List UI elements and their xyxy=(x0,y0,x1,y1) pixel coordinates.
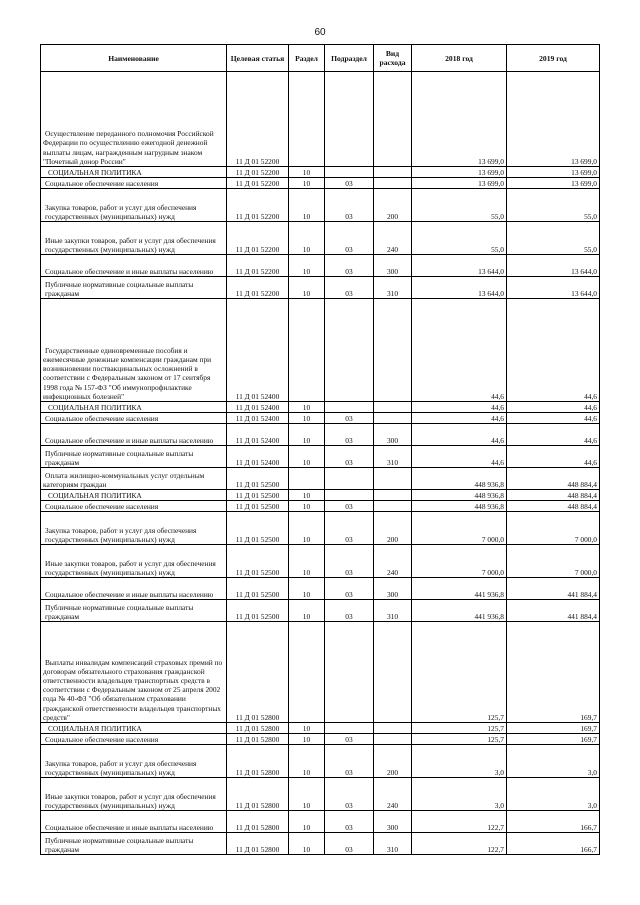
cell-code: 11 Д 01 52200 xyxy=(227,167,289,178)
cell-2019: 166,7 xyxy=(507,811,600,833)
cell-2019: 7 000,0 xyxy=(507,512,600,545)
cell-subsection: 03 xyxy=(325,255,374,277)
cell-subsection: 03 xyxy=(325,222,374,255)
table-row xyxy=(41,600,600,622)
cell-2019: 44,6 xyxy=(507,299,600,402)
cell-subsection: 03 xyxy=(325,833,374,855)
cell-code: 11 Д 01 52500 xyxy=(227,578,289,600)
cell-section: 10 xyxy=(289,167,325,178)
cell-2019: 448 884,4 xyxy=(507,468,600,490)
table-header xyxy=(41,45,600,72)
cell-name: Социальное обеспечение и иные выплаты населению xyxy=(41,811,227,833)
cell-code: 11 Д 01 52500 xyxy=(227,468,289,490)
cell-section: 10 xyxy=(289,723,325,734)
cell-code: 11 Д 01 52500 xyxy=(227,600,289,622)
cell-name: Социальное обеспечение населения xyxy=(41,413,227,424)
cell-expense-type xyxy=(374,490,412,501)
cell-name: Публичные нормативные социальные выплаты гражданам xyxy=(41,277,227,299)
cell-name: Социальное обеспечение населения xyxy=(41,178,227,189)
table-row xyxy=(41,299,600,402)
table-row xyxy=(41,189,600,222)
table-row xyxy=(41,745,600,778)
cell-2018: 13 699,0 xyxy=(412,72,507,167)
cell-subsection: 03 xyxy=(325,811,374,833)
cell-expense-type xyxy=(374,734,412,745)
cell-2019: 55,0 xyxy=(507,222,600,255)
cell-code: 11 Д 01 52200 xyxy=(227,255,289,277)
table-row xyxy=(41,178,600,189)
table-row xyxy=(41,413,600,424)
cell-subsection: 03 xyxy=(325,178,374,189)
cell-section: 10 xyxy=(289,512,325,545)
cell-expense-type xyxy=(374,72,412,167)
cell-2019: 13 644,0 xyxy=(507,277,600,299)
cell-2019: 44,6 xyxy=(507,413,600,424)
cell-section: 10 xyxy=(289,490,325,501)
cell-2018: 3,0 xyxy=(412,745,507,778)
cell-2019: 13 699,0 xyxy=(507,178,600,189)
cell-name: СОЦИАЛЬНАЯ ПОЛИТИКА xyxy=(41,723,227,734)
table-body xyxy=(41,72,600,855)
cell-2019: 7 000,0 xyxy=(507,545,600,578)
cell-subsection xyxy=(325,299,374,402)
header-2018: 2018 год xyxy=(412,45,507,72)
cell-expense-type: 240 xyxy=(374,778,412,811)
cell-subsection: 03 xyxy=(325,501,374,512)
cell-2018: 3,0 xyxy=(412,778,507,811)
cell-expense-type: 200 xyxy=(374,512,412,545)
cell-section: 10 xyxy=(289,545,325,578)
cell-2019: 44,6 xyxy=(507,424,600,446)
cell-2019: 44,6 xyxy=(507,446,600,468)
cell-code: 11 Д 01 52800 xyxy=(227,811,289,833)
cell-2019: 169,7 xyxy=(507,622,600,723)
cell-code: 11 Д 01 52400 xyxy=(227,424,289,446)
cell-expense-type: 310 xyxy=(374,600,412,622)
cell-section xyxy=(289,72,325,167)
cell-section xyxy=(289,299,325,402)
table-row xyxy=(41,734,600,745)
cell-expense-type xyxy=(374,402,412,413)
cell-section: 10 xyxy=(289,734,325,745)
header-name: Наименование xyxy=(41,45,227,72)
cell-code: 11 Д 01 52500 xyxy=(227,545,289,578)
cell-subsection: 03 xyxy=(325,545,374,578)
cell-section xyxy=(289,468,325,490)
cell-2019: 13 699,0 xyxy=(507,72,600,167)
cell-subsection: 03 xyxy=(325,424,374,446)
cell-expense-type: 300 xyxy=(374,578,412,600)
table-row xyxy=(41,578,600,600)
cell-name: Социальное обеспечение и иные выплаты населению xyxy=(41,424,227,446)
cell-2019: 3,0 xyxy=(507,778,600,811)
cell-subsection xyxy=(325,72,374,167)
cell-2019: 166,7 xyxy=(507,833,600,855)
cell-name: Осуществление переданного полномочия Российской Федерации по осуществлению ежегодной денежной выплаты лицам, награжденным нагрудным знаком "Почетный донор России" xyxy=(41,72,227,167)
cell-name: Социальное обеспечение населения xyxy=(41,734,227,745)
cell-2018: 441 936,8 xyxy=(412,600,507,622)
cell-2018: 44,6 xyxy=(412,299,507,402)
cell-subsection: 03 xyxy=(325,778,374,811)
cell-expense-type: 310 xyxy=(374,446,412,468)
table-row xyxy=(41,402,600,413)
cell-expense-type: 240 xyxy=(374,222,412,255)
cell-2018: 441 936,8 xyxy=(412,578,507,600)
cell-expense-type: 310 xyxy=(374,277,412,299)
cell-2018: 44,6 xyxy=(412,446,507,468)
cell-name: СОЦИАЛЬНАЯ ПОЛИТИКА xyxy=(41,167,227,178)
table-row xyxy=(41,512,600,545)
table-row xyxy=(41,468,600,490)
cell-2018: 125,7 xyxy=(412,723,507,734)
cell-2019: 3,0 xyxy=(507,745,600,778)
cell-code: 11 Д 01 52800 xyxy=(227,723,289,734)
cell-section: 10 xyxy=(289,811,325,833)
cell-2018: 13 699,0 xyxy=(412,178,507,189)
cell-section: 10 xyxy=(289,578,325,600)
cell-expense-type xyxy=(374,723,412,734)
cell-section: 10 xyxy=(289,600,325,622)
header-code: Целевая статья xyxy=(227,45,289,72)
table-row xyxy=(41,424,600,446)
cell-expense-type: 300 xyxy=(374,811,412,833)
cell-expense-type xyxy=(374,413,412,424)
cell-2018: 448 936,8 xyxy=(412,501,507,512)
cell-2018: 13 699,0 xyxy=(412,167,507,178)
cell-expense-type xyxy=(374,299,412,402)
header-expense-type: Вид расхода xyxy=(374,45,412,72)
cell-2019: 448 884,4 xyxy=(507,501,600,512)
cell-name: Публичные нормативные социальные выплаты гражданам xyxy=(41,446,227,468)
cell-2019: 13 699,0 xyxy=(507,167,600,178)
cell-subsection: 03 xyxy=(325,446,374,468)
cell-name: Социальное обеспечение населения xyxy=(41,501,227,512)
table-row xyxy=(41,446,600,468)
cell-2019: 448 884,4 xyxy=(507,490,600,501)
cell-expense-type: 310 xyxy=(374,833,412,855)
cell-code: 11 Д 01 52800 xyxy=(227,734,289,745)
cell-2018: 125,7 xyxy=(412,734,507,745)
cell-2018: 13 644,0 xyxy=(412,277,507,299)
cell-section: 10 xyxy=(289,833,325,855)
cell-subsection: 03 xyxy=(325,512,374,545)
cell-2018: 7 000,0 xyxy=(412,512,507,545)
cell-section: 10 xyxy=(289,424,325,446)
cell-section: 10 xyxy=(289,446,325,468)
cell-code: 11 Д 01 52200 xyxy=(227,72,289,167)
cell-name: СОЦИАЛЬНАЯ ПОЛИТИКА xyxy=(41,402,227,413)
cell-section: 10 xyxy=(289,222,325,255)
cell-section: 10 xyxy=(289,277,325,299)
cell-code: 11 Д 01 52400 xyxy=(227,446,289,468)
table-row xyxy=(41,778,600,811)
cell-subsection xyxy=(325,723,374,734)
cell-name: СОЦИАЛЬНАЯ ПОЛИТИКА xyxy=(41,490,227,501)
cell-code: 11 Д 01 52400 xyxy=(227,413,289,424)
cell-code: 11 Д 01 52800 xyxy=(227,622,289,723)
cell-2019: 169,7 xyxy=(507,723,600,734)
cell-name: Публичные нормативные социальные выплаты гражданам xyxy=(41,833,227,855)
cell-2018: 44,6 xyxy=(412,402,507,413)
cell-subsection: 03 xyxy=(325,578,374,600)
table-row xyxy=(41,255,600,277)
cell-subsection xyxy=(325,167,374,178)
cell-subsection xyxy=(325,468,374,490)
cell-subsection: 03 xyxy=(325,600,374,622)
cell-expense-type xyxy=(374,178,412,189)
cell-2019: 44,6 xyxy=(507,402,600,413)
cell-name: Социальное обеспечение и иные выплаты населению xyxy=(41,578,227,600)
cell-2019: 55,0 xyxy=(507,189,600,222)
cell-2018: 122,7 xyxy=(412,811,507,833)
cell-subsection: 03 xyxy=(325,734,374,745)
cell-expense-type xyxy=(374,468,412,490)
cell-name: Социальное обеспечение и иные выплаты населению xyxy=(41,255,227,277)
cell-code: 11 Д 01 52500 xyxy=(227,501,289,512)
cell-name: Выплаты инвалидам компенсаций страховых премий по договорам обязательного страхования гражданской ответственности владельцев транспортных средств в соответствии с Федеральным законом от 25 апреля 2002 года № 40-ФЗ "Об обязательном страховании гражданской ответственности владельцев транспортных средств" xyxy=(41,622,227,723)
cell-subsection: 03 xyxy=(325,413,374,424)
cell-expense-type: 200 xyxy=(374,189,412,222)
table-row xyxy=(41,222,600,255)
cell-code: 11 Д 01 52500 xyxy=(227,512,289,545)
cell-name: Закупка товаров, работ и услуг для обеспечения государственных (муниципальных) нужд xyxy=(41,512,227,545)
cell-section: 10 xyxy=(289,189,325,222)
cell-name: Публичные нормативные социальные выплаты гражданам xyxy=(41,600,227,622)
cell-2018: 55,0 xyxy=(412,222,507,255)
cell-code: 11 Д 01 52800 xyxy=(227,778,289,811)
cell-2018: 44,6 xyxy=(412,424,507,446)
cell-section xyxy=(289,622,325,723)
cell-code: 11 Д 01 52200 xyxy=(227,222,289,255)
page-number: 60 xyxy=(314,27,326,38)
table-row xyxy=(41,622,600,723)
header-section: Раздел xyxy=(289,45,325,72)
cell-2018: 448 936,8 xyxy=(412,468,507,490)
cell-name: Государственные единовременные пособия и ежемесячные денежные компенсации гражданам при возникновении поствакцинальных осложнений в соответствии с Федеральным законом от 17 сентября 1998 года № 157-ФЗ "Об иммунопрофилактике инфекционных болезней" xyxy=(41,299,227,402)
cell-expense-type xyxy=(374,501,412,512)
cell-2018: 448 936,8 xyxy=(412,490,507,501)
cell-name: Иные закупки товаров, работ и услуг для обеспечения государственных (муниципальных) нужд xyxy=(41,222,227,255)
cell-name: Иные закупки товаров, работ и услуг для обеспечения государственных (муниципальных) нужд xyxy=(41,545,227,578)
cell-name: Закупка товаров, работ и услуг для обеспечения государственных (муниципальных) нужд xyxy=(41,745,227,778)
cell-expense-type: 240 xyxy=(374,545,412,578)
table-row xyxy=(41,833,600,855)
cell-section: 10 xyxy=(289,402,325,413)
cell-code: 11 Д 01 52500 xyxy=(227,490,289,501)
cell-2019: 13 644,0 xyxy=(507,255,600,277)
cell-expense-type: 200 xyxy=(374,745,412,778)
cell-expense-type xyxy=(374,167,412,178)
table-row xyxy=(41,72,600,167)
table-row xyxy=(41,490,600,501)
cell-section: 10 xyxy=(289,255,325,277)
cell-section: 10 xyxy=(289,745,325,778)
cell-code: 11 Д 01 52800 xyxy=(227,745,289,778)
table-row xyxy=(41,501,600,512)
cell-name: Закупка товаров, работ и услуг для обеспечения государственных (муниципальных) нужд xyxy=(41,189,227,222)
cell-expense-type: 300 xyxy=(374,424,412,446)
table-row xyxy=(41,811,600,833)
budget-table xyxy=(40,44,600,855)
cell-subsection: 03 xyxy=(325,745,374,778)
cell-2019: 441 884,4 xyxy=(507,578,600,600)
cell-2019: 441 884,4 xyxy=(507,600,600,622)
cell-name: Иные закупки товаров, работ и услуг для обеспечения государственных (муниципальных) нужд xyxy=(41,778,227,811)
cell-code: 11 Д 01 52400 xyxy=(227,299,289,402)
cell-2018: 13 644,0 xyxy=(412,255,507,277)
cell-subsection: 03 xyxy=(325,277,374,299)
cell-subsection xyxy=(325,490,374,501)
cell-code: 11 Д 01 52200 xyxy=(227,277,289,299)
cell-code: 11 Д 01 52200 xyxy=(227,178,289,189)
cell-section: 10 xyxy=(289,413,325,424)
cell-subsection: 03 xyxy=(325,189,374,222)
cell-2018: 125,7 xyxy=(412,622,507,723)
table-row xyxy=(41,723,600,734)
cell-section: 10 xyxy=(289,501,325,512)
cell-2018: 44,6 xyxy=(412,413,507,424)
cell-code: 11 Д 01 52800 xyxy=(227,833,289,855)
cell-section: 10 xyxy=(289,778,325,811)
cell-2018: 55,0 xyxy=(412,189,507,222)
cell-subsection xyxy=(325,622,374,723)
cell-2018: 7 000,0 xyxy=(412,545,507,578)
table-row xyxy=(41,545,600,578)
cell-2018: 122,7 xyxy=(412,833,507,855)
cell-expense-type: 300 xyxy=(374,255,412,277)
cell-name: Оплата жилищно-коммунальных услуг отдельным категориям граждан xyxy=(41,468,227,490)
table-row xyxy=(41,277,600,299)
cell-subsection xyxy=(325,402,374,413)
header-subsection: Подраздел xyxy=(325,45,374,72)
cell-expense-type xyxy=(374,622,412,723)
cell-section: 10 xyxy=(289,178,325,189)
cell-code: 11 Д 01 52200 xyxy=(227,189,289,222)
table-row xyxy=(41,167,600,178)
cell-2019: 169,7 xyxy=(507,734,600,745)
header-2019: 2019 год xyxy=(507,45,600,72)
cell-code: 11 Д 01 52400 xyxy=(227,402,289,413)
